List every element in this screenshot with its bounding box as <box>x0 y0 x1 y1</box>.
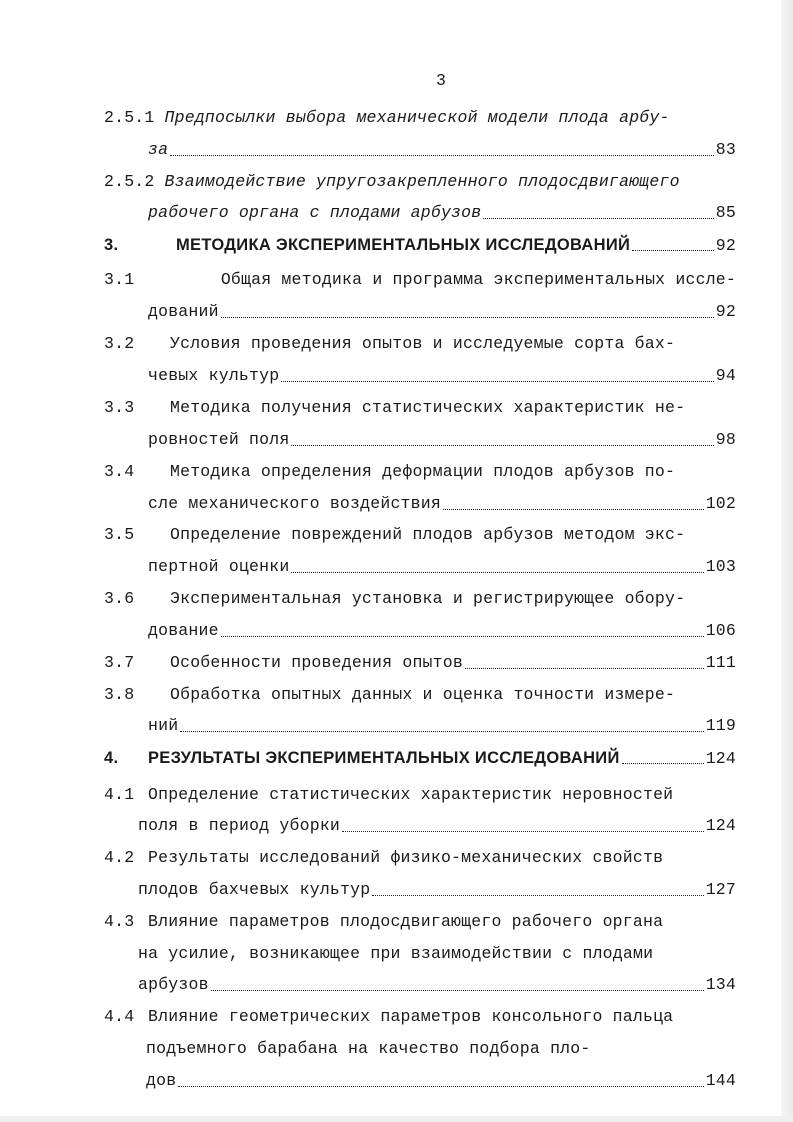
toc-title: МЕТОДИКА ЭКСПЕРИМЕНТАЛЬНЫХ ИССЛЕДОВАНИЙ <box>176 236 631 254</box>
toc-title-cont: рабочего органа с плодами арбузов <box>148 203 482 222</box>
toc-title-cont: чевых культур <box>148 366 280 385</box>
toc-page: 106 <box>705 621 736 640</box>
page-number: 3 <box>436 71 447 90</box>
dot-leader <box>291 571 703 573</box>
scan-edge-bottom <box>0 1116 793 1122</box>
dot-leader <box>342 830 704 832</box>
toc-number: 2.5.1 <box>104 108 155 127</box>
toc-page: 85 <box>715 203 736 222</box>
toc-page: 124 <box>705 749 736 768</box>
toc-number: 4.1 <box>104 785 135 804</box>
toc-entry-3-7[interactable] <box>104 653 736 673</box>
toc-chapter-3[interactable] <box>104 235 736 255</box>
toc-entry-4-4-cont[interactable] <box>146 1039 736 1059</box>
toc-page: 127 <box>705 880 736 899</box>
dot-leader <box>221 635 704 637</box>
toc-title: РЕЗУЛЬТАТЫ ЭКСПЕРИМЕНТАЛЬНЫХ ИССЛЕДОВАНИЙ <box>148 749 620 767</box>
toc-entry-4-1-cont[interactable] <box>138 816 736 836</box>
toc-page: 92 <box>715 236 736 255</box>
toc-entry-3-8-cont[interactable] <box>148 716 736 736</box>
toc-title: Особенности проведения опытов <box>170 653 463 672</box>
toc-entry-4-4[interactable] <box>104 1007 736 1027</box>
toc-title: Определение статистических характеристик неровностей <box>148 785 674 804</box>
toc-entry-4-1[interactable] <box>104 785 736 805</box>
toc-entry-2-5-1-cont[interactable] <box>148 140 736 160</box>
toc-title: Взаимодействие упругозакрепленного плодосдвигающего <box>164 172 680 191</box>
toc-title-cont: дований <box>148 302 219 321</box>
toc-title-cont: поля в период уборки <box>138 816 341 835</box>
toc-number: 2.5.2 <box>104 172 155 191</box>
toc-entry-3-1[interactable] <box>104 270 736 290</box>
toc-title-cont: за <box>148 140 169 159</box>
toc-entry-3-8[interactable] <box>104 685 736 705</box>
toc-title-cont: ний <box>148 716 179 735</box>
toc-title-cont: сле механического воздействия <box>148 494 441 513</box>
toc-entry-2-5-2-cont[interactable] <box>148 203 736 223</box>
toc-title-cont: на усилие, возникающее при взаимодействии с плодами <box>138 944 654 963</box>
toc-entry-2-5-2[interactable] <box>104 172 736 192</box>
toc-page: 144 <box>705 1071 736 1090</box>
toc-entry-3-2[interactable] <box>104 334 736 354</box>
toc-title: Определение повреждений плодов арбузов методом экс- <box>170 525 686 544</box>
toc-title-cont: арбузов <box>138 975 209 994</box>
toc-page: 98 <box>715 430 736 449</box>
toc-entry-3-4-cont[interactable] <box>148 494 736 514</box>
toc-number: 4.3 <box>104 912 135 931</box>
toc-entry-4-2[interactable] <box>104 848 736 868</box>
dot-leader <box>483 217 713 219</box>
dot-leader <box>372 894 703 896</box>
toc-number: 3.1 <box>104 270 135 289</box>
toc-number: 3.6 <box>104 589 135 608</box>
dot-leader <box>211 989 704 991</box>
toc-page: 92 <box>715 302 736 321</box>
dot-leader <box>291 444 713 446</box>
toc-title-cont: подъемного барабана на качество подбора пло- <box>146 1039 591 1058</box>
toc-entry-3-5[interactable] <box>104 525 736 545</box>
toc-title: Экспериментальная установка и регистрирующее обору- <box>170 589 686 608</box>
toc-title: Методика получения статистических характеристик не- <box>170 398 686 417</box>
toc-entry-3-3[interactable] <box>104 398 736 418</box>
toc-page: 124 <box>705 816 736 835</box>
toc-number: 3.7 <box>104 653 135 672</box>
dot-leader <box>281 380 713 382</box>
dot-leader <box>178 1085 703 1087</box>
toc-title: Обработка опытных данных и оценка точности измере- <box>170 685 676 704</box>
dot-leader <box>632 249 714 251</box>
toc-entry-4-3-cont2[interactable] <box>138 975 736 995</box>
toc-entry-4-3[interactable] <box>104 912 736 932</box>
toc-page: 94 <box>715 366 736 385</box>
scan-edge-right <box>781 0 793 1122</box>
toc-number: 3.8 <box>104 685 135 704</box>
toc-title-cont: дование <box>148 621 219 640</box>
toc-page: 102 <box>705 494 736 513</box>
toc-number: 3.4 <box>104 462 135 481</box>
dot-leader <box>170 154 714 156</box>
toc-number: 4.2 <box>104 848 135 867</box>
toc-page: 83 <box>715 140 736 159</box>
toc-title: Методика определения деформации плодов арбузов по- <box>170 462 676 481</box>
toc-number: 4. <box>104 749 119 767</box>
toc-entry-2-5-1[interactable] <box>104 108 736 128</box>
toc-number: 4.4 <box>104 1007 135 1026</box>
toc-title-cont: пертной оценки <box>148 557 290 576</box>
dot-leader <box>221 316 714 318</box>
toc-chapter-4[interactable] <box>104 748 736 768</box>
toc-entry-3-2-cont[interactable] <box>148 366 736 386</box>
toc-number: 3.5 <box>104 525 135 544</box>
toc-page: 134 <box>705 975 736 994</box>
dot-leader <box>443 508 704 510</box>
toc-page: 111 <box>705 653 736 672</box>
dot-leader <box>622 762 704 764</box>
toc-title-cont: плодов бахчевых культур <box>138 880 371 899</box>
toc-entry-3-6[interactable] <box>104 589 736 609</box>
toc-title-cont: дов <box>146 1071 177 1090</box>
toc-title-cont: ровностей поля <box>148 430 290 449</box>
dot-leader <box>180 730 703 732</box>
toc-title: Результаты исследований физико-механических свойств <box>148 848 664 867</box>
toc-title: Условия проведения опытов и исследуемые сорта бах- <box>170 334 676 353</box>
toc-number: 3. <box>104 236 119 254</box>
toc-entry-4-2-cont[interactable] <box>138 880 736 900</box>
toc-title: Общая методика и программа экспериментальных иссле- <box>220 270 736 289</box>
toc-page: 103 <box>705 557 736 576</box>
toc-entry-3-1-cont[interactable] <box>148 302 736 322</box>
toc-entry-3-6-cont[interactable] <box>148 621 736 641</box>
toc-page: 119 <box>705 716 736 735</box>
toc-number: 3.2 <box>104 334 135 353</box>
toc-title: Влияние геометрических параметров консольного пальца <box>148 1007 674 1026</box>
toc-entry-3-3-cont[interactable] <box>148 430 736 450</box>
dot-leader <box>465 667 704 669</box>
toc-entry-4-4-cont2[interactable] <box>146 1071 736 1091</box>
toc-entry-3-5-cont[interactable] <box>148 557 736 577</box>
toc-number: 3.3 <box>104 398 135 417</box>
toc-entry-3-4[interactable] <box>104 462 736 482</box>
toc-entry-4-3-cont[interactable] <box>138 944 736 964</box>
toc-title: Влияние параметров плодосдвигающего рабочего органа <box>148 912 664 931</box>
toc-title: Предпосылки выбора механической модели плода арбу- <box>164 108 670 127</box>
